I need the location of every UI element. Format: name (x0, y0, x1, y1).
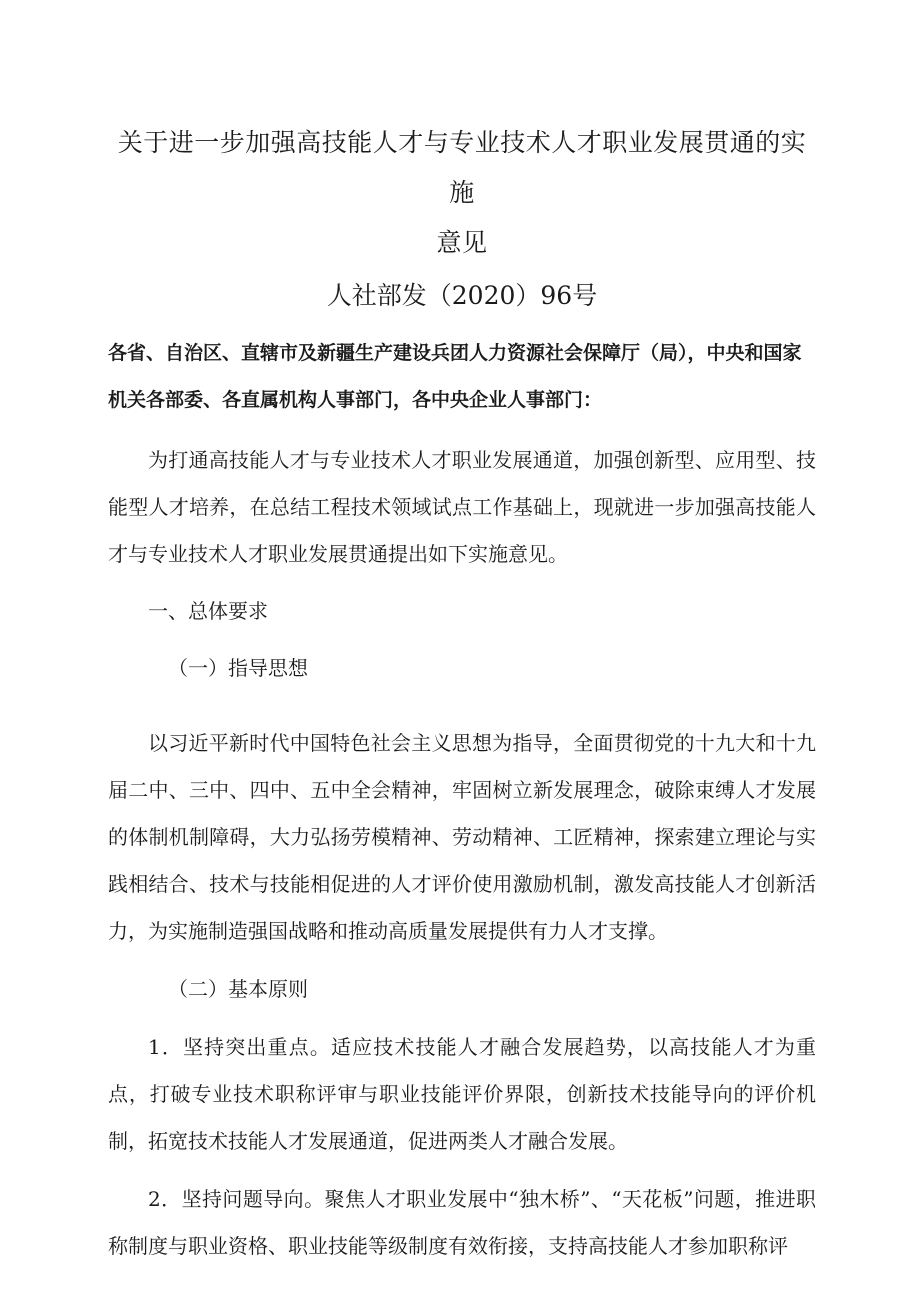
intro-paragraph: 为打通高技能人才与专业技术人才职业发展通道，加强创新型、应用型、技能型人才培养，在总结工程技术领域试点工作基础上，现就进一步加强高技能人才与专业技术人才职业发展贯通提出如下实施意见。 (108, 448, 816, 566)
subsection-heading-guiding-thought: （一）指导思想 (168, 656, 308, 680)
principle-2-paragraph: 2．坚持问题导向。聚焦人才职业发展中“独木桥”、“天花板”问题，推进职称制度与职业资格、职业技能等级制度有效衔接，支持高技能人才参加职称评 (108, 1187, 816, 1258)
section-heading-general-requirements: 一、总体要求 (148, 599, 268, 623)
document-number: 人社部发（2020）96号 (326, 281, 598, 310)
guiding-thought-paragraph: 以习近平新时代中国特色社会主义思想为指导，全面贯彻党的十九大和十九届二中、三中、四中、五中全会精神，牢固树立新发展理念，破除束缚人才发展的体制机制障碍，大力弘扬劳模精神、劳动精神、工匠精神，探索建立理论与实践相结合、技术与技能相促进的人才评价使用激励机制，激发高技能人才创新活力，为实施制造强国战略和推动高质量发展提供有力人才支撑。 (108, 731, 816, 943)
subsection-heading-basic-principles: （二）基本原则 (168, 977, 308, 1001)
title-line-1: 关于进一步加强高技能人才与专业技术人才职业发展贯通的实施 (117, 128, 807, 207)
title-line-2: 意见 (436, 228, 488, 257)
principle-1-paragraph: 1．坚持突出重点。适应技术技能人才融合发展趋势，以高技能人才为重点，打破专业技术职称评审与职业技能评价界限，创新技术技能导向的评价机制，拓宽技术技能人才发展通道，促进两类人才融合发展。 (108, 1035, 816, 1153)
addressee: 各省、自治区、直辖市及新疆生产建设兵团人力资源社会保障厅（局），中央和国家机关各部委、各直属机构人事部门，各中央企业人事部门： (108, 342, 802, 411)
document-title (108, 118, 816, 268)
